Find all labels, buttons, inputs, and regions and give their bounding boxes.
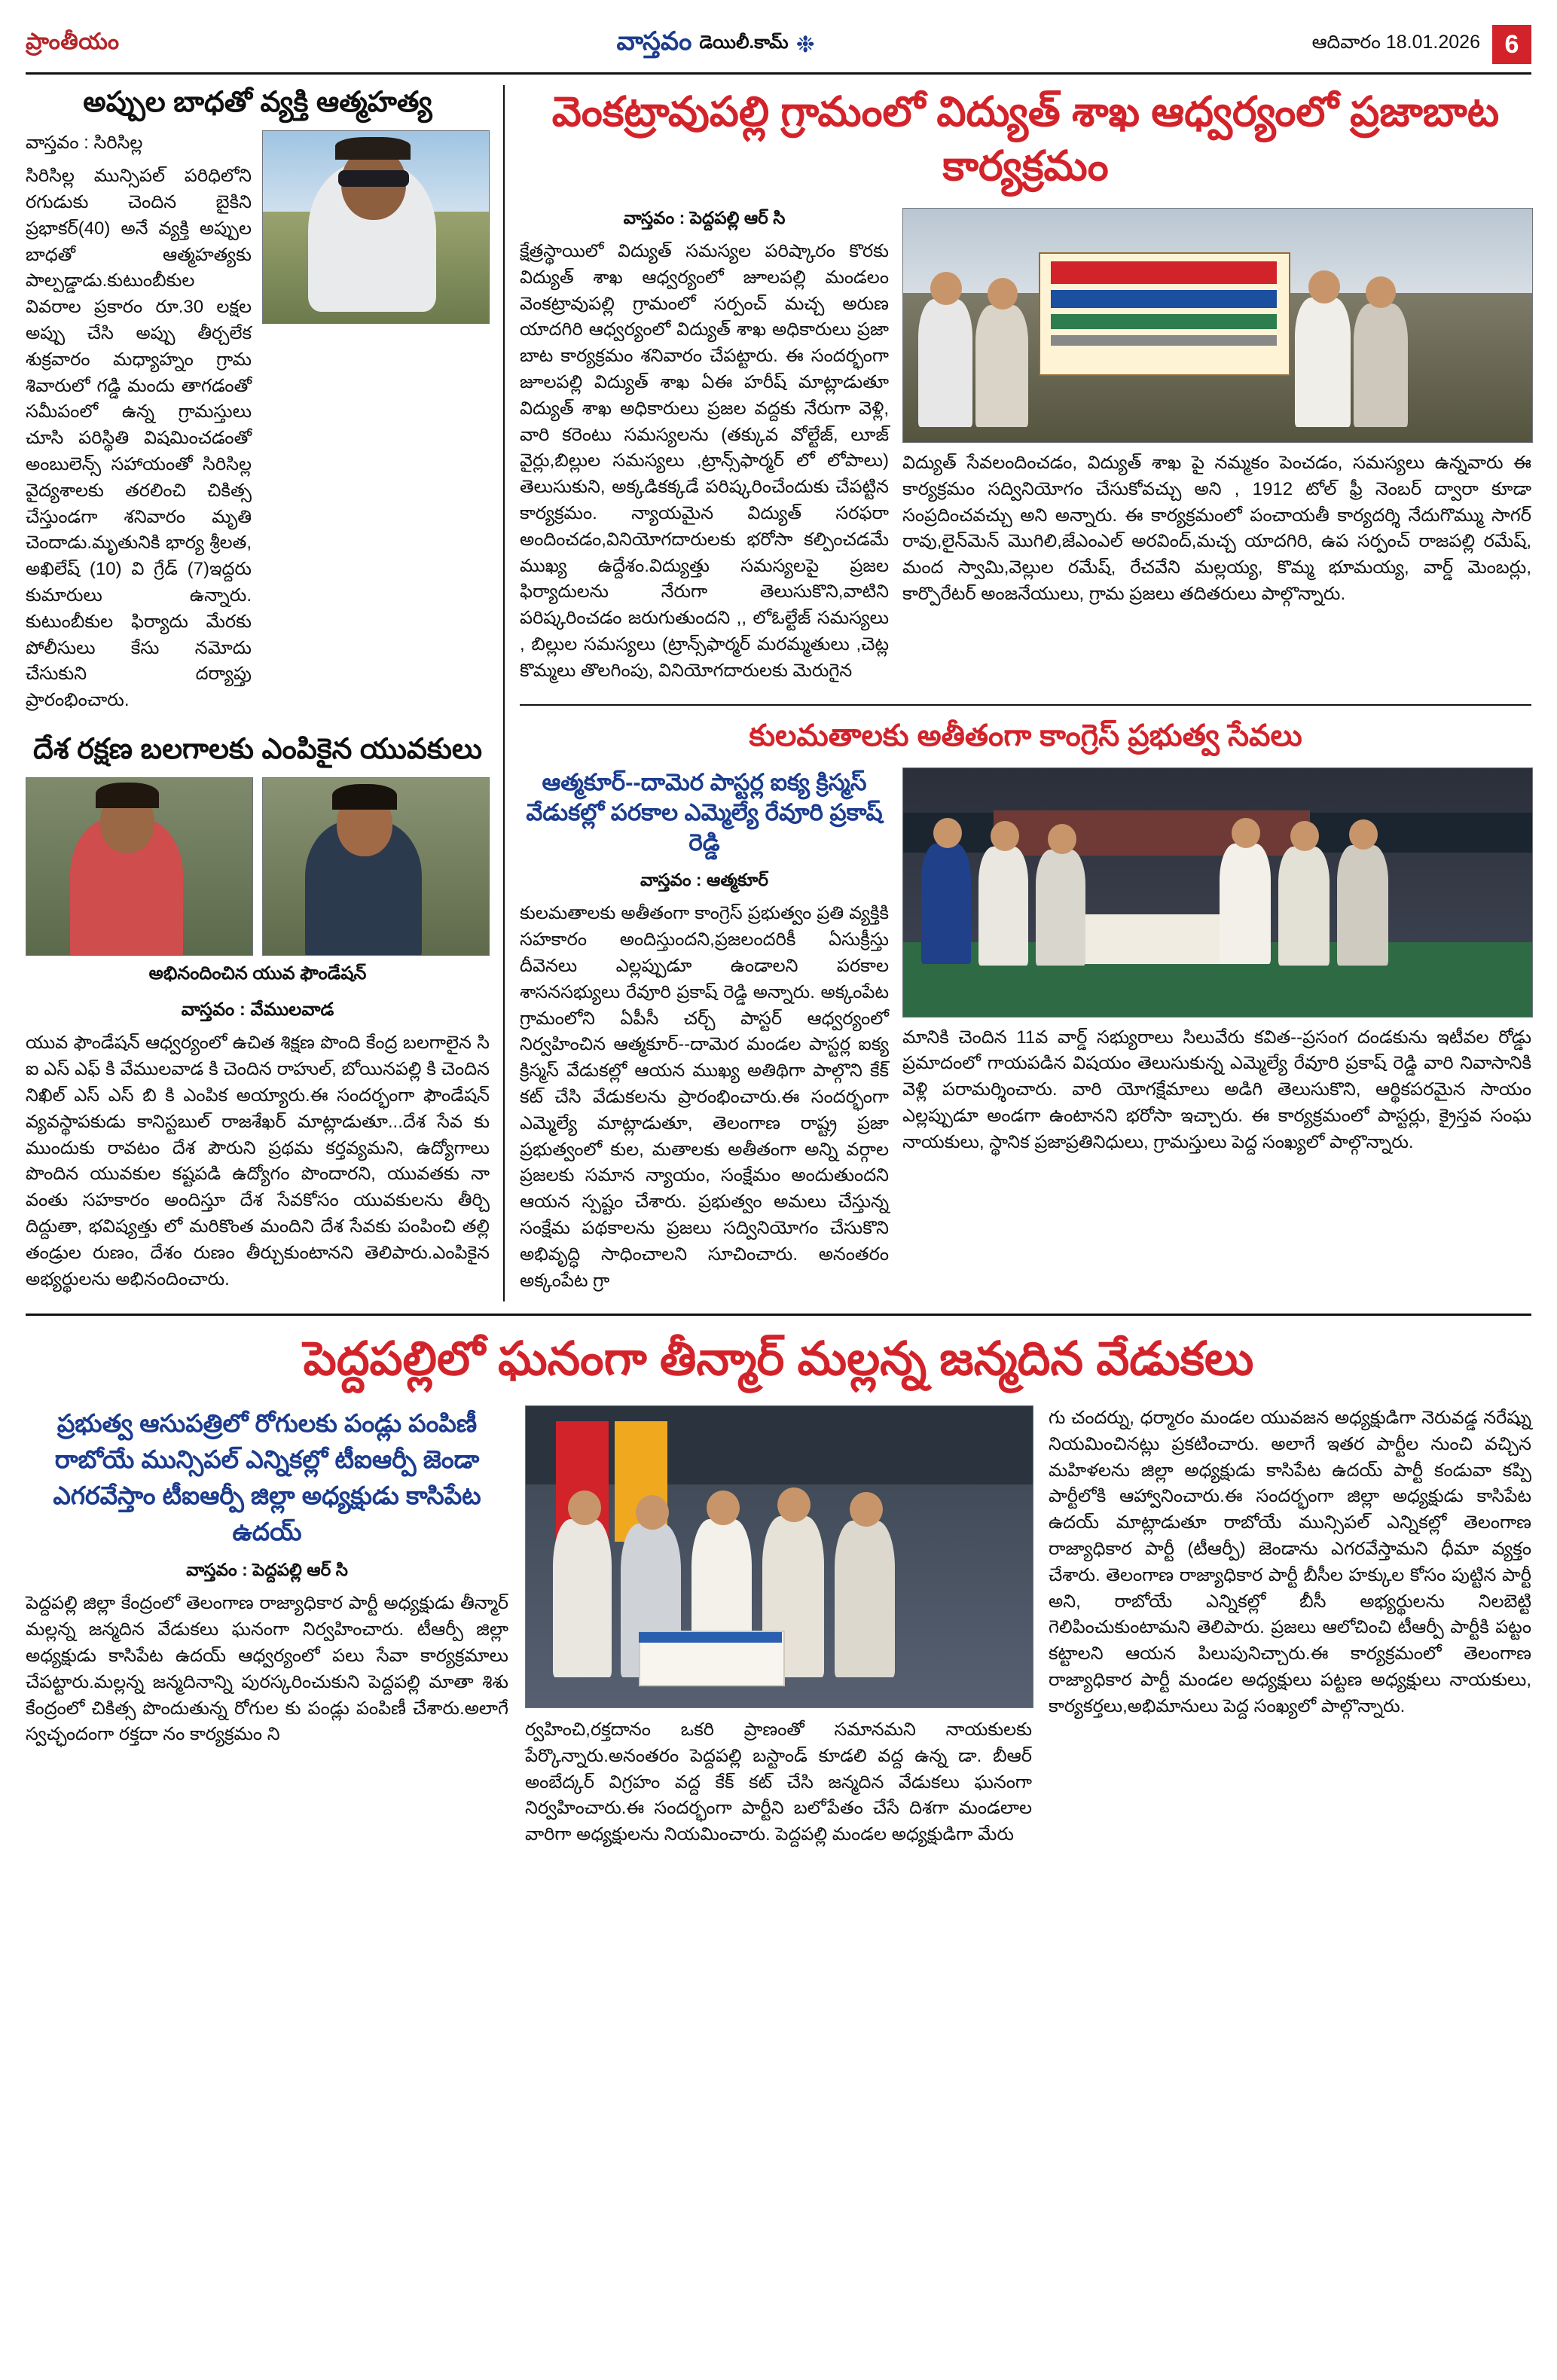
suicide-story-dateline: వాస్తవం : సిరిసిల్ల [26, 132, 143, 153]
birthday-col-mid [525, 1405, 1032, 1856]
birthday-story-body-mid: ర్వహించి,రక్తదానం ఒకరి ప్రాణంతో సమానమని నాయకులకు పేర్కొన్నారు.అనంతరం పెద్దపల్లి బస్టాండ్ కూడలి వద్ద ఉన్న డా. బీఆర్ అంబేద్కర్ విగ్రహం వద్ద కేక్ కట్ చేసి జన్మదిన వేడుకలు ఘనంగా నిర్వహించారు.ఈ సందర్భంగా పార్టీని బలోపేతం చేసే దిశగా మండలాల వారిగా అధ్యక్షులను నియమించారు. పెద్దపల్లి మండల అధ్యక్షుడిగా మేరు [524, 1719, 1033, 1845]
congress-story-subhead: ఆత్మకూర్--దామెర పాస్టర్ల ఐక్య క్రిస్మస్ వేడుకల్లో పరకాల ఎమ్మెల్యే రేవూరి ప్రకాష్ రెడ్డి [526, 768, 883, 856]
youth-story-dateline: వాస్తవం : వేములవాడ [181, 999, 334, 1020]
left-column [26, 85, 505, 1301]
youth-story-headline: దేశ రక్షణ బలగాలకు ఎంపికైన యువకులు [32, 734, 482, 766]
right-column [505, 85, 1531, 1301]
electricity-story-body-right: విద్యుత్ సేవలందించడం, విద్యుత్ శాఖ పై నమ్మకం పెంచడం, సమస్యలు ఉన్నవారు ఈ కార్యక్రమం సద్వినియోగం చేసుకోవచ్చు అని , 1912 టోల్ ఫ్రీ నెంబర్ ద్వారా కూడా సంప్రదించవచ్చు అని అన్నారు. ఈ కార్యక్రమంలో పంచాయతీ కార్యదర్శి నేదుగొమ్ము సాగర్ రావు,లైన్‌మెన్ మొగిలి,జేఎంఎల్ అరవింద్,మచ్చ యాదగిరి, ఉప సర్పంచ్ రాజపల్లి రమేష్, మంద స్వామి,వెల్లుల రమేష్, రేచవేని మల్లయ్య, కొమ్మ భూమయ్య, వార్డ్ మెంబర్లు, కార్పొరేటర్ అంజనేయులు, గ్రామ ప్రజలు తదితరులు పాల్గొన్నారు. [902, 453, 1531, 604]
page-content [26, 85, 1531, 1856]
page-number-badge: 6 [1492, 25, 1531, 64]
suicide-story-text-body: సిరిసిల్ల మున్సిపల్ పరిధిలోని రగుడుకు చెందిన బైకిని ప్రభాకర్(40) అనే వ్యక్తి అప్పుల బాధతో ఆత్మహత్యకు పాల్పడ్డాడు.కుటుంబీకుల వివరాల ప్రకారం రూ.30 లక్షల అప్పు చేసి అప్పు తీర్చలేక శుక్రవారం మధ్యాహ్నం గ్రామ శివారులో గడ్డి మందు తాగడంతో సమీపంలో ఉన్న గ్రామస్తులు చూసి పరిస్థితి విషమించడంతో అంబులెన్స్ సహాయంతో సిరిసిల్ల వైద్యశాలకు తరలించి చికిత్స చేస్తుండగా శనివారం మృతి చెందాడు.మృతునికి భార్య శ్రీలత, అఖిలేష్ (10) వి గ్రేడ్ (7)ఇద్దరు కుమారులు ఉన్నారు. కుటుంబీకుల ఫిర్యాదు మేరకు పోలీసులు కేసు నమోదు చేసుకుని దర్యాప్తు ప్రారంభించారు. [26, 166, 252, 711]
electricity-story-body-left: క్షేత్రస్థాయిలో విద్యుత్ సమస్యల పరిష్కారం కొరకు విద్యుత్ శాఖ ఆధ్వర్యంలో జూలపల్లి మండలం వెంకట్రావుపల్లి గ్రామంలో సర్పంచ్ మచ్చ అరుణ యాదగిరి ఆధ్వర్యంలో విద్యుత్ శాఖ అధికారులు ప్రజా బాట కార్యక్రమం శనివారం చేపట్టారు. ఈ సందర్భంగా జూలపల్లి విద్యుత్ శాఖ ఏఈ హరీష్ మాట్లాడుతూ విద్యుత్ శాఖ అధికారులు ప్రజల వద్దకు నేరుగా వెళ్లి, వారి కరెంటు సమస్యలను (తక్కువ వోల్టేజ్, లూజ్ వైర్లు,బిల్లుల సమస్యలు ,ట్రాన్స్‌ఫార్మర్ లో లోపాలు) తెలుసుకుని, అక్కడికక్కడే పరిష్కరించేందుకు చేపట్టిన కార్యక్రమం. న్యాయమైన విద్యుత్ సరఫరా అందించడం,వినియోగదారులకు భరోసా కల్పించడమే ముఖ్య ఉద్దేశం.విద్యుత్తు సమస్యలపై ప్రజల ఫిర్యాదులను నేరుగా తెలుసుకొని,వాటిని పరిష్కరించడం జరుగుతుందని ,, లోఓల్టేజ్ సమస్యలు , బిల్లుల సమస్యలు (ట్రాన్స్‌ఫార్మర్ మరమ్మతులు ,చెట్ల కొమ్మలు తొలగింపు, వినియోగదారులకు మెరుగైన [520, 241, 889, 681]
youth-photos [26, 777, 490, 956]
publication-date: ఆదివారం 18.01.2026 [1311, 31, 1480, 53]
electricity-story-left-text [520, 208, 889, 692]
masthead-right [1312, 25, 1531, 64]
birthday-story-headline: పెద్దపల్లిలో ఘనంగా తీన్మార్ మల్లన్న జన్మదిన వేడుకలు [303, 1333, 1254, 1386]
photo-youth-right [262, 777, 490, 956]
top-area [26, 85, 1531, 1301]
birthday-story-body-left: పెద్దపల్లి జిల్లా కేంద్రంలో తెలంగాణ రాజ్యాధికార పార్టీ అధ్యక్షుడు తీన్మార్ మల్లన్న జన్మదిన వేడుకలు ఘనంగా నిర్వహించారు. టీఆర్పీ జిల్లా అధ్యక్షుడు కాసిపేట ఉదయ్ ఆధ్వర్యంలో పలు సేవా కార్యక్రమాలు చేపట్టారు.మల్లన్న జన్మదినాన్ని పురస్కరించుకుని పెద్దపల్లి మాతా శిశు కేంద్రంలో చికిత్స పొందుతున్న రోగుల కు పండ్లు పంపిణీ చేశారు.అలాగే స్వచ్ఛందంగా రక్తదా నం కార్యక్రమం ని [26, 1593, 508, 1745]
photo-christmas-celebration [902, 767, 1533, 1018]
birthday-story-dateline: వాస్తవం : పెద్దపల్లి ఆర్ సి [186, 1560, 348, 1580]
congress-story-body-left: కులమతాలకు అతీతంగా కాంగ్రెస్ ప్రభుత్వం ప్రతి వ్యక్తికి సహకారం అందిస్తుందని,ప్రజలందరికీ ఏసుక్రీస్తు దీవెనలు ఎల్లప్పుడూ ఉండాలని పరకాల శాసనసభ్యులు రేవూరి ప్రకాష్ రెడ్డి అన్నారు. అక్కంపేట గ్రామంలోని ఏపీసీ చర్చ్ పాస్టర్ ఆధ్వర్యంలో నిర్వహించిన ఆత్మకూర్--దామెర మండల పాస్టర్ల ఐక్య క్రిస్మస్ వేడుకల్లో ఆయన ముఖ్య అతిథిగా పాల్గొని కేక్ కట్ చేసి వేడుకలను ప్రారంభించారు.ఈ సందర్భంగా ఎమ్మెల్యే మాట్లాడుతూ, తెలంగాణ రాష్ట్ర ప్రజా ప్రభుత్వంలో కుల, మతాలకు అతీతంగా అన్ని వర్గాల ప్రజలకు సమాన న్యాయం, సంక్షేమం అందుతుందని ఆయన స్పష్టం చేశారు. ప్రభుత్వం అమలు చేస్తున్న సంక్షేమ పథకాలను ప్రజలు సద్వినియోగం చేసుకొని అభివృద్ధి సాధించాలని సూచించారు. అనంతరం అక్కంపేట గ్రా [520, 903, 889, 1291]
section-label: ప్రాంతీయం [26, 29, 120, 54]
photo-praja-bata-banner [902, 208, 1533, 443]
photo-birthday-cake-cutting [525, 1405, 1033, 1708]
masthead [26, 21, 1531, 75]
bird-icon: ❉ [795, 32, 815, 57]
birthday-story-section [26, 1314, 1531, 1856]
congress-story-body-right: మానికి చెందిన 11వ వార్డ్ సభ్యురాలు సిలువేరు కవిత--ప్రసంగ దండకును ఇటీవల రోడ్డు ప్రమాదంలో గాయపడిన విషయం తెలుసుకున్న ఎమ్మెల్యే రేవూరి ప్రకాష్ రెడ్డి వారి నివాసానికి వెళ్లి పరామర్శించారు. వారి యోగక్షేమాలు అడిగి తెలుసుకొని, ఆర్థికపరమైన సాయం ఎల్లప్పుడూ అండగా ఉంటానని భరోసా ఇచ్చారు. ఈ కార్యక్రమంలో పాస్టర్లు, క్రైస్తవ సంఘ నాయకులు, స్థానిక ప్రజాప్రతినిధులు, గ్రామస్తులు పెద్ద సంఖ్యలో పాల్గొన్నారు. [902, 1027, 1531, 1152]
paper-logo [616, 27, 814, 63]
suicide-story-text [26, 130, 252, 722]
paper-subtitle: డెయిలీ.కామ్ [699, 32, 789, 53]
electricity-story-wrap [520, 208, 1531, 692]
birthday-col-right [1049, 1405, 1531, 1856]
suicide-story-body-wrap [26, 130, 490, 722]
congress-story-right-col [902, 767, 1531, 1302]
congress-story-dateline: వాస్తవం : ఆత్మకూర్ [640, 870, 769, 890]
paper-title: వాస్తవం [616, 26, 692, 56]
birthday-story-body-right: గు చందర్ను, ధర్మారం మండల యువజన అధ్యక్షుడిగా నెరువడ్డ నరేష్ను నియమించినట్లు ప్రకటించారు. అలాగే ఇతర పార్టీల నుంచి వచ్చిన మహిళలను జిల్లా అధ్యక్షుడు కాసిపేట ఉదయ్ పార్టీ కండువా కప్పి పార్టీలోకి ఆహ్వానించారు.ఈ సందర్భంగా జిల్లా అధ్యక్షుడు కాసిపేట ఉదయ్ మాట్లాడుతూ రాబోయే మున్సిపల్ ఎన్నికల్లో తెలంగాణ రాజ్యాధికార పార్టీ (టీఆర్పీ) జెండాను ఎగరవేస్తామని ధీమా వ్యక్తం చేశారు. తెలంగాణ రాజ్యాధికార పార్టీ బీసీల హక్కుల కోసం పుట్టిన పార్టీ అని, రాబోయే ఎన్నికల్లో బీసీ అభ్యర్థులను నిలబెట్టి గెలిపించుకుంటామని తెలిపారు. ప్రజలు ఆలోచించి టీఆర్పీ పార్టీకి పట్టం కట్టాలని ఆయన పిలుపునిచ్చారు.ఈ కార్యక్రమంలో తెలంగాణ రాజ్యాధికార పార్టీ మండల అధ్యక్షులు పట్టణ అధ్యక్షులు నాయకులు, కార్యకర్తలు,అభిమానులు పెద్ద సంఖ్యలో పాల్గొన్నారు. [1049, 1407, 1531, 1716]
birthday-story-columns [26, 1405, 1531, 1856]
electricity-story-dateline: వాస్తవం : పెద్దపల్లి ఆర్ సి [623, 208, 786, 227]
photo-deceased-man [262, 130, 490, 324]
electricity-story-right-col [902, 208, 1531, 692]
birthday-col-left [26, 1405, 508, 1856]
photo-youth-left [26, 777, 253, 956]
suicide-story-headline: అప్పుల బాధతో వ్యక్తి ఆత్మహత్య [83, 87, 432, 118]
congress-story-wrap [520, 767, 1531, 1302]
section-divider-1 [520, 704, 1531, 706]
congress-story-headline: కులమతాలకు అతీతంగా కాంగ్రెస్ ప్రభుత్వ సేవలు [749, 719, 1302, 752]
congress-story-left-text [520, 767, 889, 1302]
birthday-story-deck: ప్రభుత్వ ఆసుపత్రిలో రోగులకు పండ్లు పంపిణీ రాబోయే మున్సిపల్ ఎన్నికల్లో టీఐఆర్పీ జెండా ఎగరవేస్తాం టీఐఆర్పీ జిల్లా అధ్యక్షుడు కాసిపేట ఉదయ్ [53, 1408, 481, 1545]
youth-photo-caption: అభినందించిన యువ ఫౌండేషన్ [148, 963, 367, 984]
electricity-story-headline: వెంకట్రావుపల్లి గ్రామంలో విద్యుత్ శాఖ ఆధ్వర్యంలో ప్రజాబాట కార్యక్రమం [551, 88, 1500, 189]
youth-story-text-body: యువ ఫౌండేషన్ ఆధ్వర్యంలో ఉచిత శిక్షణ పొంది కేంద్ర బలగాలైన సి ఐ ఎస్ ఎఫ్ కి వేములవాడ కి చెందిన రాహుల్, బోయినపల్లి కి చెందిన నిఖిల్ ఎస్ ఎస్ బి కి ఎంపిక అయ్యారు.ఈ సందర్భంగా ఫౌండేషన్ వ్యవస్థాపకుడు కానిస్టబుల్ రాజశేఖర్ మాట్లాడుతూ...దేశ సేవ కు ముందుకు రావటం దేశ పౌరుని ప్రథమ కర్తవ్యమని, ఉద్యోగాలు పొందిన యువకుల కష్టపడి ఉద్యోగం పొందారని, యువతకు నా వంతు సహకారం అందిస్తూ దేశ సేవకోసం యువకులను తీర్చి దిద్దుతా, భవిష్యత్తు లో మరికొంత మందిని దేశ సేవకు పంపించి తల్లి తండ్రుల రుణం, దేశం రుణం తీర్చుకుంటానని తెలిపారు.ఎంపికైన అభ్యర్థులను అభినందించారు. [26, 1033, 490, 1289]
